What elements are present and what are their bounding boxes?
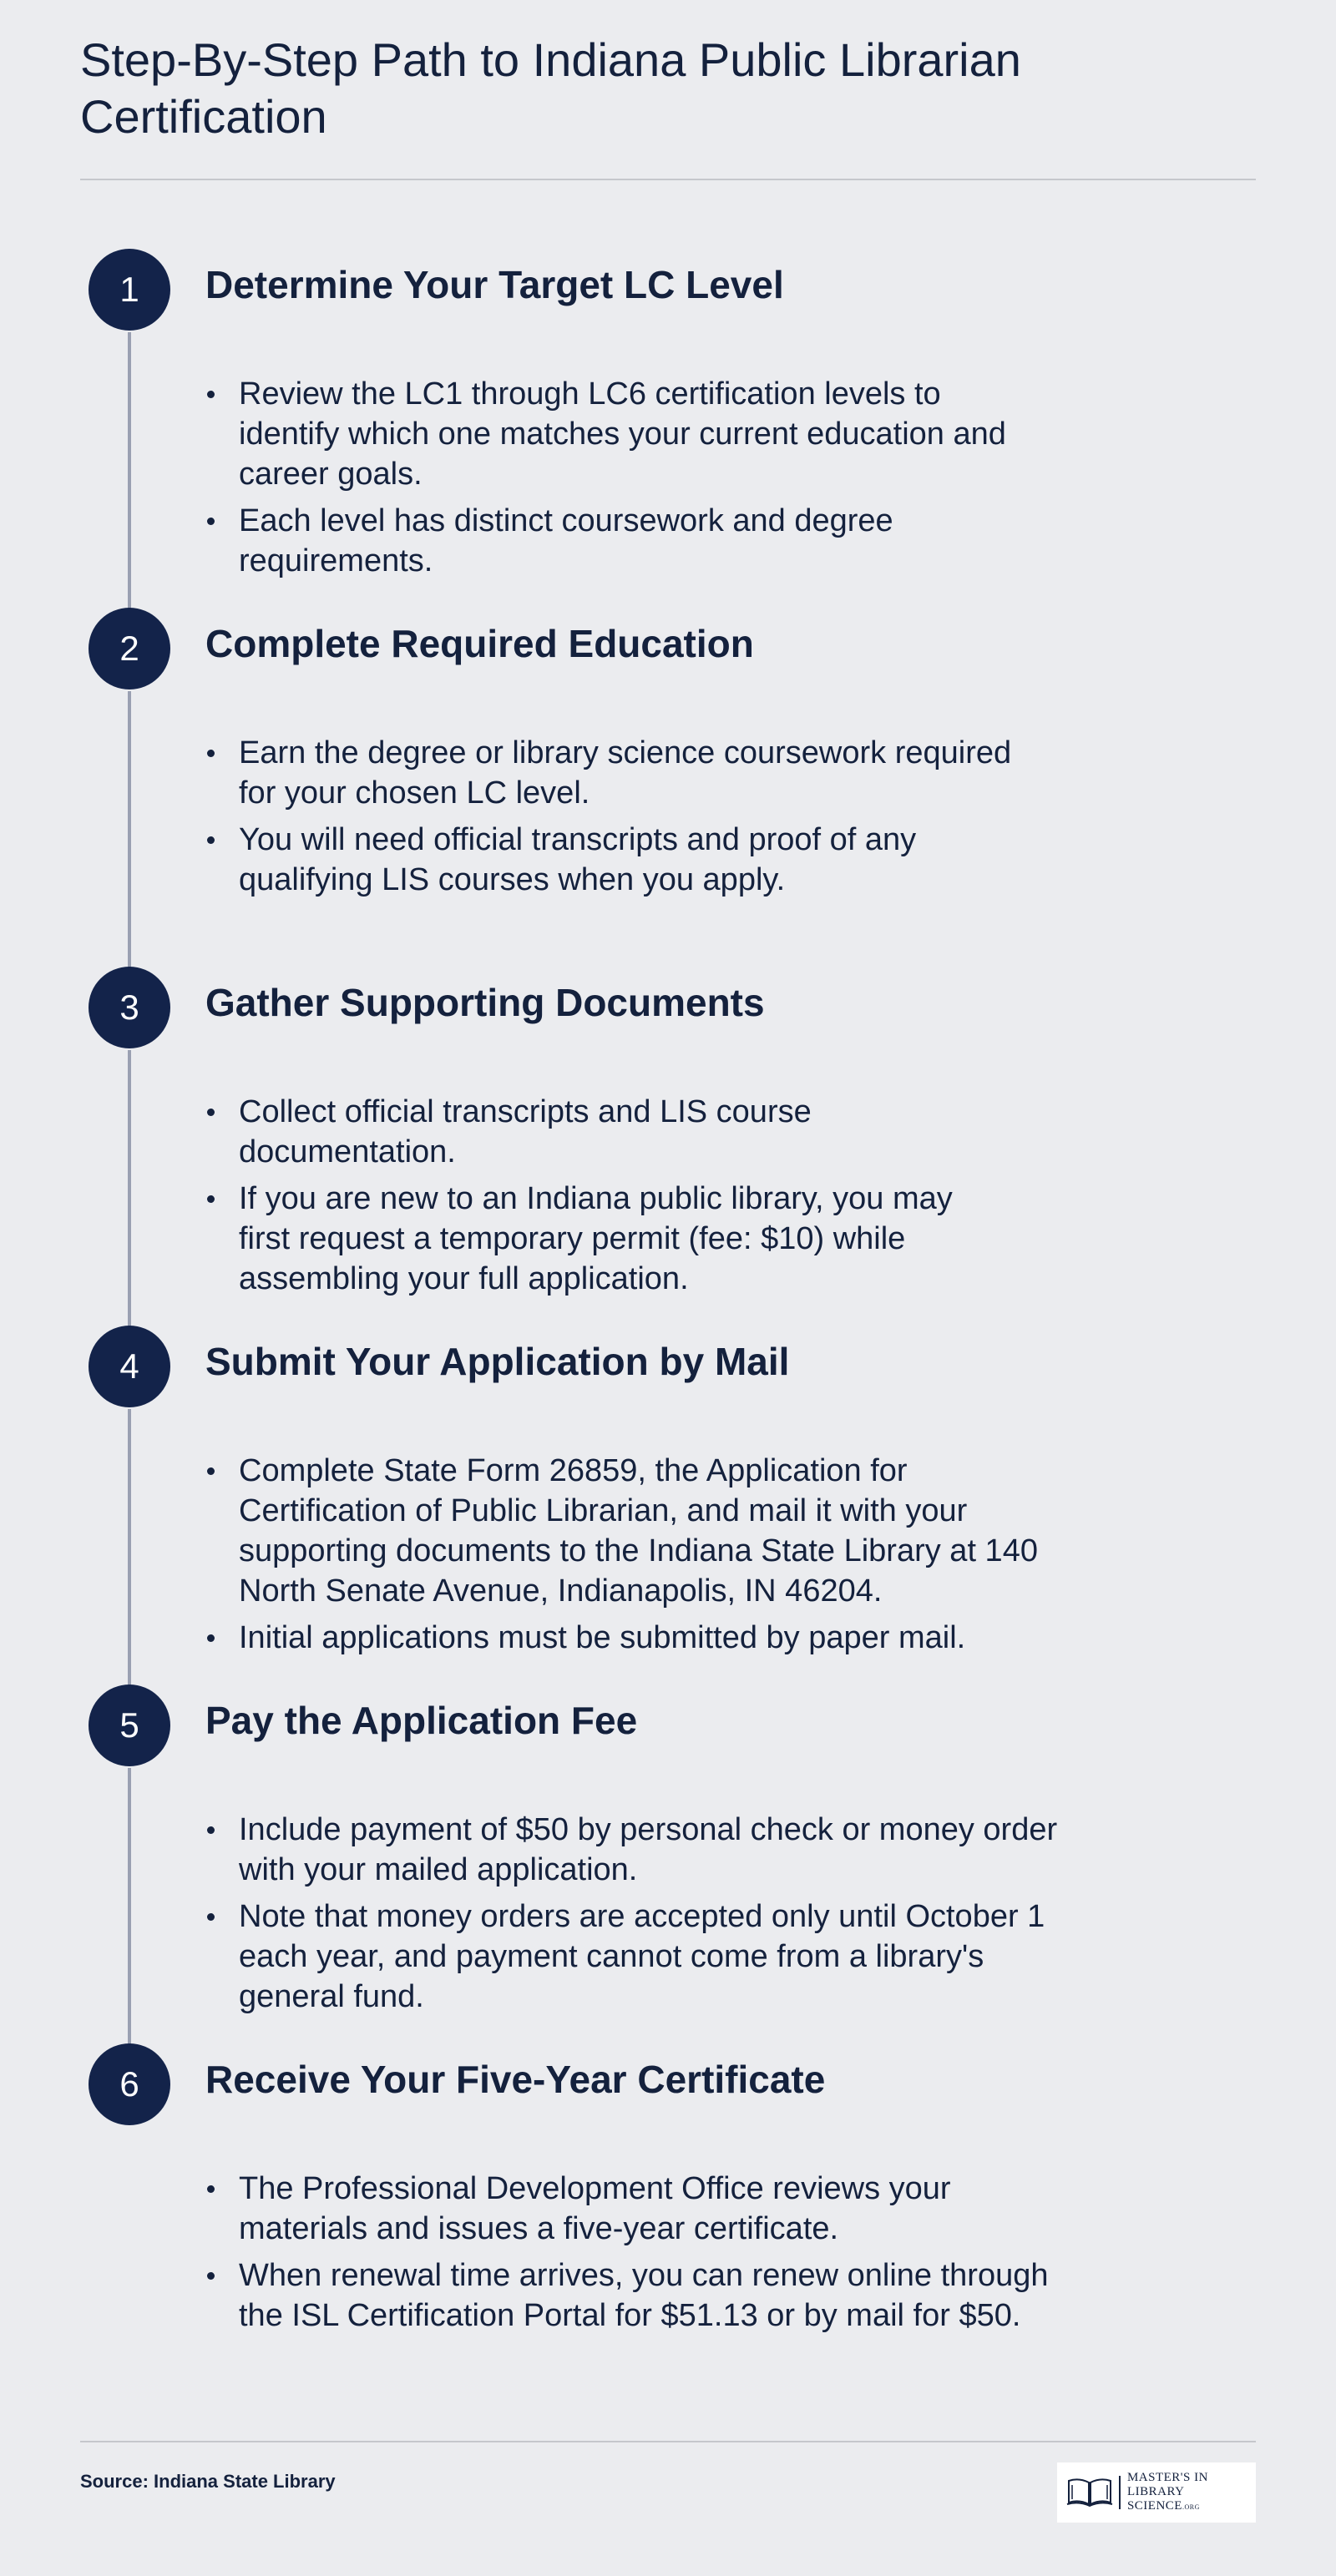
timeline-connector	[128, 1409, 131, 1686]
step-bullet-list	[205, 2169, 1049, 2342]
logo-line-1: MASTER'S IN	[1126, 2471, 1208, 2484]
step-title: Pay the Application Fee	[205, 1699, 638, 1742]
bullet-text: The Professional Development Office reviews your materials and issues a five-year certificate.	[239, 2171, 951, 2246]
source-citation: Source: Indiana State Library	[80, 2471, 336, 2492]
bullet-text: Initial applications must be submitted by paper mail.	[239, 1620, 966, 1655]
bullet-item	[205, 1179, 974, 1299]
step-bullet-list	[205, 1810, 1074, 2023]
bullet-item	[205, 374, 1007, 494]
step-number-badge: 2	[89, 608, 170, 689]
bullet-item	[205, 2169, 1049, 2249]
bullet-text: When renewal time arrives, you can renew online through the ISL Certification Portal for $51.13 or by mail for $50.	[239, 2258, 1049, 2333]
bullet-item	[205, 1451, 1049, 1611]
step-number-badge: 4	[89, 1326, 170, 1407]
step-title: Receive Your Five-Year Certificate	[205, 2058, 826, 2101]
step-bullet-list	[205, 1092, 974, 1306]
timeline-connector	[128, 691, 131, 968]
step-bullet-list	[205, 374, 1007, 588]
step-number-badge: 3	[89, 967, 170, 1048]
bullet-item	[205, 2255, 1049, 2336]
bullet-item	[205, 733, 1040, 813]
step-bullet-list	[205, 1451, 1049, 1664]
bullet-text: Each level has distinct coursework and degree requirements.	[239, 503, 893, 578]
logo-divider	[1119, 2476, 1121, 2509]
timeline-connector	[128, 1050, 131, 1327]
logo-line-2	[1127, 2485, 1256, 2514]
step-number-badge: 5	[89, 1685, 170, 1766]
timeline-connector	[128, 1768, 131, 2045]
bullet-text: Include payment of $50 by personal check or money order with your mailed application.	[239, 1812, 1058, 1887]
step-title: Complete Required Education	[205, 622, 754, 665]
page-title: Step-By-Step Path to Indiana Public Librarian Certification	[80, 33, 1021, 144]
bullet-item	[205, 1092, 974, 1172]
bullet-item	[205, 501, 1007, 581]
step-number-badge: 6	[89, 2043, 170, 2125]
step-number-badge: 1	[89, 249, 170, 331]
bullet-text: You will need official transcripts and proof of any qualifying LIS courses when you apply.	[239, 822, 917, 897]
logo-line-2-text: LIBRARY SCIENCE	[1126, 2485, 1184, 2513]
timeline-connector	[128, 332, 131, 609]
open-book-icon	[1065, 2474, 1114, 2512]
bullet-item	[205, 1810, 1074, 1890]
logo-suffix: .ORG	[1182, 2503, 1200, 2511]
bullet-text: Collect official transcripts and LIS course documentation.	[239, 1094, 812, 1169]
site-logo[interactable]	[1057, 2462, 1256, 2523]
bullet-text: Note that money orders are accepted only until October 1 each year, and payment cannot come from a library's general fund.	[239, 1899, 1045, 2014]
header-divider	[80, 179, 1256, 180]
bullet-text: Review the LC1 through LC6 certification levels to identify which one matches your current education and career goals.	[239, 376, 1006, 492]
logo-wordmark	[1127, 2471, 1256, 2514]
step-title: Gather Supporting Documents	[205, 981, 765, 1024]
footer-divider	[80, 2441, 1256, 2442]
step-title: Submit Your Application by Mail	[205, 1340, 790, 1383]
bullet-text: If you are new to an Indiana public library, you may first request a temporary permit (fee: $10) while assembling your full application.	[239, 1181, 953, 1296]
bullet-item	[205, 820, 1040, 900]
step-title: Determine Your Target LC Level	[205, 263, 784, 306]
bullet-item	[205, 1897, 1074, 2017]
bullet-item	[205, 1618, 1049, 1658]
bullet-text: Earn the degree or library science coursework required for your chosen LC level.	[239, 735, 1012, 811]
step-bullet-list	[205, 733, 1040, 907]
bullet-text: Complete State Form 26859, the Application for Certification of Public Librarian, and mail it with your supporting documents to the Indiana State Library at 140 North Senate Avenue, Indianapolis, IN 46204.	[239, 1453, 1038, 1609]
